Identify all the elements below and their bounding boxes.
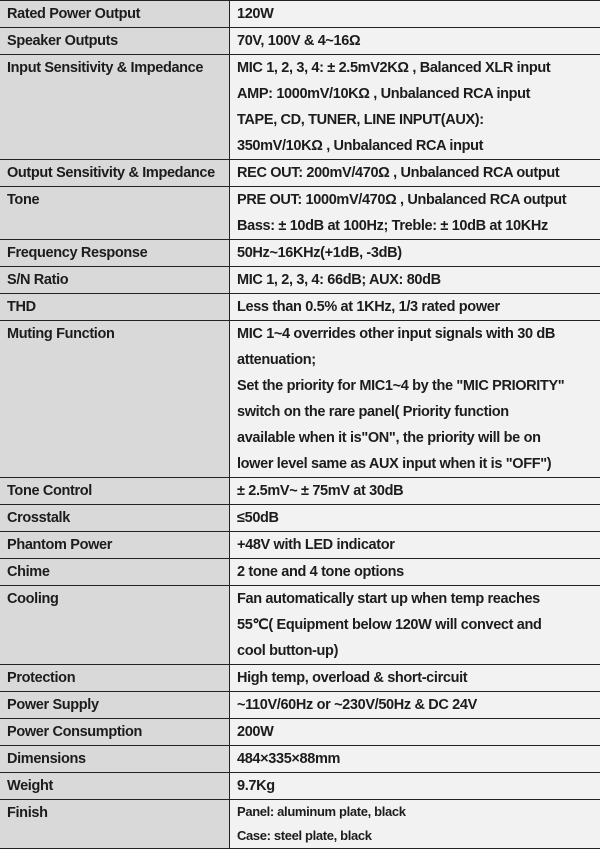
spec-label: Tone — [0, 187, 230, 240]
spec-label: Phantom Power — [0, 532, 230, 559]
spec-value — [230, 773, 600, 800]
spec-label: Protection — [0, 665, 230, 692]
spec-label: THD — [0, 294, 230, 321]
spec-row — [0, 55, 600, 160]
spec-value — [230, 267, 600, 294]
spec-row — [0, 240, 600, 267]
spec-value — [230, 28, 600, 55]
spec-value-line: available when it is"ON", the priority will be on — [237, 430, 541, 446]
spec-value-line: AMP: 1000mV/10KΩ , Unbalanced RCA input — [237, 86, 531, 102]
spec-row — [0, 532, 600, 559]
spec-value-line: +48V with LED indicator — [237, 537, 395, 553]
spec-value-line: Less than 0.5% at 1KHz, 1/3 rated power — [237, 299, 500, 315]
spec-row — [0, 692, 600, 719]
spec-label: Output Sensitivity & Impedance — [0, 160, 230, 187]
spec-row — [0, 160, 600, 187]
spec-row — [0, 719, 600, 746]
spec-value-line: Bass: ± 10dB at 100Hz; Treble: ± 10dB at 10KHz — [237, 218, 548, 234]
spec-value — [230, 55, 600, 160]
spec-value — [230, 665, 600, 692]
spec-label: Finish — [0, 800, 230, 849]
spec-value-line: ≤50dB — [237, 510, 279, 526]
spec-label: Cooling — [0, 586, 230, 665]
spec-value — [230, 719, 600, 746]
spec-label: Dimensions — [0, 746, 230, 773]
spec-value — [230, 505, 600, 532]
spec-value — [230, 321, 600, 478]
spec-row — [0, 746, 600, 773]
spec-value-line: ± 2.5mV~ ± 75mV at 30dB — [237, 483, 404, 499]
spec-value — [230, 187, 600, 240]
spec-value-line: MIC 1, 2, 3, 4: 66dB; AUX: 80dB — [237, 272, 441, 288]
spec-value-line: MIC 1~4 overrides other input signals with 30 dB — [237, 326, 555, 342]
spec-row — [0, 800, 600, 849]
spec-row — [0, 294, 600, 321]
spec-row — [0, 321, 600, 478]
spec-row — [0, 267, 600, 294]
spec-row — [0, 505, 600, 532]
spec-value-line: 70V, 100V & 4~16Ω — [237, 33, 361, 49]
spec-label: S/N Ratio — [0, 267, 230, 294]
spec-value — [230, 160, 600, 187]
spec-value-line: High temp, overload & short-circuit — [237, 670, 468, 686]
spec-value-line: Case: steel plate, black — [237, 828, 372, 843]
spec-label: Weight — [0, 773, 230, 800]
spec-value-line: 2 tone and 4 tone options — [237, 564, 404, 580]
spec-label: Muting Function — [0, 321, 230, 478]
spec-label: Speaker Outputs — [0, 28, 230, 55]
spec-value-line: 55℃( Equipment below 120W will convect and — [237, 617, 542, 633]
spec-row — [0, 28, 600, 55]
spec-row — [0, 478, 600, 505]
spec-label: Power Supply — [0, 692, 230, 719]
spec-value-line: REC OUT: 200mV/470Ω , Unbalanced RCA output — [237, 165, 560, 181]
spec-row — [0, 1, 600, 28]
spec-row — [0, 187, 600, 240]
spec-value-line: Set the priority for MIC1~4 by the "MIC PRIORITY" — [237, 378, 565, 394]
spec-value-line: lower level same as AUX input when it is "OFF") — [237, 456, 552, 472]
spec-label: Chime — [0, 559, 230, 586]
spec-value — [230, 294, 600, 321]
spec-row — [0, 773, 600, 800]
spec-value-line: Panel: aluminum plate, black — [237, 804, 406, 819]
spec-value-line: 9.7Kg — [237, 778, 275, 794]
spec-value-line: ~110V/60Hz or ~230V/50Hz & DC 24V — [237, 697, 477, 713]
spec-value — [230, 532, 600, 559]
spec-label: Input Sensitivity & Impedance — [0, 55, 230, 160]
spec-value-line: PRE OUT: 1000mV/470Ω , Unbalanced RCA output — [237, 192, 567, 208]
spec-row — [0, 559, 600, 586]
spec-row — [0, 665, 600, 692]
spec-value-line: 350mV/10KΩ , Unbalanced RCA input — [237, 138, 484, 154]
spec-value — [230, 478, 600, 505]
spec-row — [0, 586, 600, 665]
spec-value-line: Fan automatically start up when temp reaches — [237, 591, 540, 607]
spec-label: Tone Control — [0, 478, 230, 505]
spec-value-line: switch on the rare panel( Priority function — [237, 404, 509, 420]
spec-value-line: attenuation; — [237, 352, 316, 368]
spec-label: Frequency Response — [0, 240, 230, 267]
spec-value — [230, 1, 600, 28]
spec-value — [230, 586, 600, 665]
spec-value — [230, 559, 600, 586]
spec-value-line: 484×335×88mm — [237, 751, 341, 767]
spec-value-line: TAPE, CD, TUNER, LINE INPUT(AUX): — [237, 112, 484, 128]
spec-value-line: MIC 1, 2, 3, 4: ± 2.5mV2KΩ , Balanced XLR input — [237, 60, 551, 76]
spec-value — [230, 800, 600, 849]
spec-table-body — [0, 1, 600, 849]
spec-value — [230, 240, 600, 267]
spec-value-line: cool button-up) — [237, 643, 339, 659]
spec-label: Rated Power Output — [0, 1, 230, 28]
spec-value — [230, 692, 600, 719]
spec-label: Power Consumption — [0, 719, 230, 746]
spec-value-line: 50Hz~16KHz(+1dB, -3dB) — [237, 245, 402, 261]
spec-label: Crosstalk — [0, 505, 230, 532]
spec-value — [230, 746, 600, 773]
spec-value-line: 200W — [237, 724, 274, 740]
spec-value-line: 120W — [237, 6, 274, 22]
